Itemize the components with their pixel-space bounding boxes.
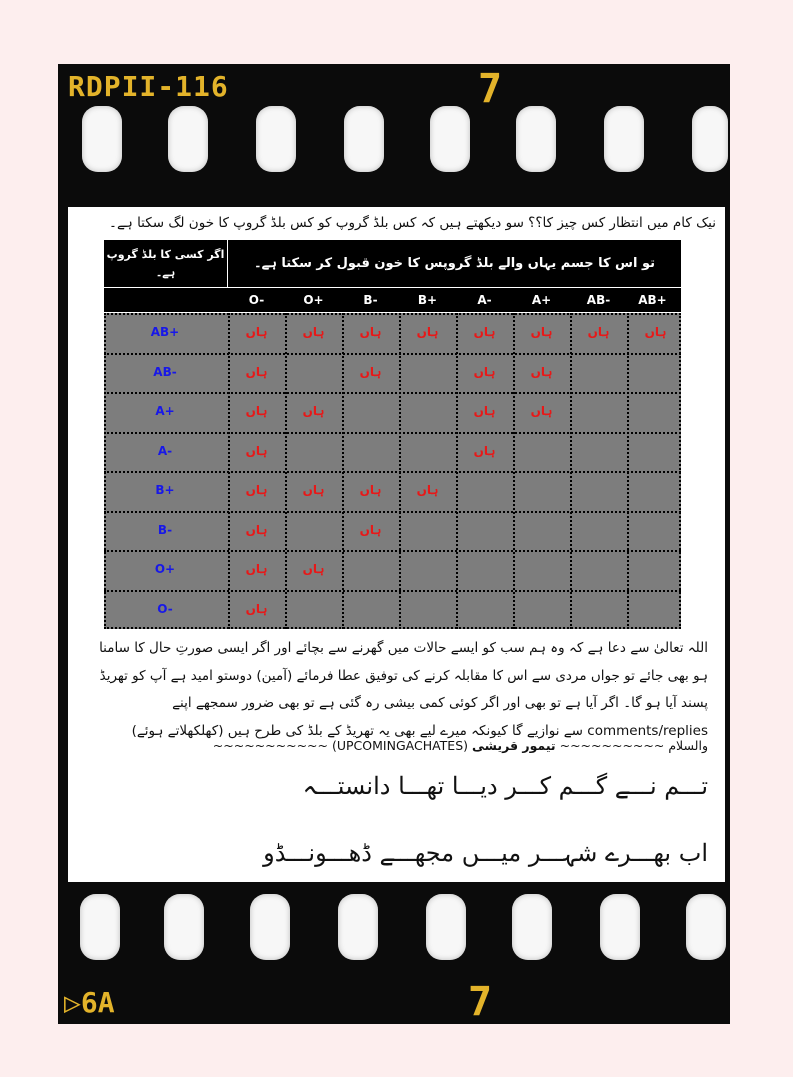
table-header-donors: تو اس کا جسم یہاں والے بلڈ گروپس کا خون قبول کر سکتا ہے۔ — [228, 240, 681, 287]
poem-line-2: اب بھـــرے شہـــر میـــں مجھـــے ڈھـــونـــڈو — [263, 839, 708, 867]
compatibility-cell — [456, 471, 513, 510]
film-frame-number-top: 7 — [478, 66, 503, 112]
compatibility-cell — [399, 511, 456, 550]
sprocket-hole — [604, 106, 644, 172]
signature-line — [72, 738, 708, 753]
compatibility-cell — [513, 550, 570, 589]
compatibility-cell — [627, 590, 684, 629]
compatibility-cell — [570, 590, 627, 629]
paragraph-line: اللہ تعالیٰ سے دعا ہے کہ وہ ہم سب کو ایسے حالات میں گھرنے سے بچائے اور اگر ایسی صورتِ حال کا سامنا — [99, 640, 708, 656]
grid-divider — [104, 550, 681, 552]
compatibility-cell — [627, 432, 684, 471]
compatibility-cell: ہاں — [530, 325, 553, 339]
compatibility-cell: ہاں — [359, 325, 382, 339]
compatibility-cell — [342, 392, 399, 431]
compatibility-cell — [456, 550, 513, 589]
compatibility-cell — [513, 432, 570, 471]
column-header: O- — [248, 293, 265, 307]
paragraph-line: ہو بھی جائے تو جواں مردی سے اس کا مقابلہ کرنے کی توفیق عطا فرمائے (آمین) دوستو امید ہے آپ کو تھریڈ — [99, 667, 708, 684]
row-blood-group: B+ — [155, 483, 175, 497]
closing-paragraph — [72, 635, 708, 745]
compatibility-cell: ہاں — [245, 365, 268, 379]
film-code-top: RDPII-116 — [68, 70, 229, 103]
content-panel — [68, 207, 725, 882]
signature-alias: (UPCOMINGACHATES) — [331, 738, 469, 753]
sprocket-hole — [512, 894, 552, 960]
intro-line: نیک کام میں انتظار کس چیز کا؟؟ سو دیکھتے ہیں کہ کس بلڈ گروپ کو کس بلڈ گروپ کا خون لگ سکتا ہے۔ — [109, 215, 716, 231]
table-body — [104, 313, 681, 629]
compatibility-cell — [285, 353, 342, 392]
compatibility-cell — [456, 511, 513, 550]
compatibility-cell: ہاں — [245, 523, 268, 537]
compatibility-cell: ہاں — [302, 325, 325, 339]
table-header-recipient: اگر کسی کا بلڈ گروپ ہے۔ — [104, 240, 227, 287]
compatibility-cell: ہاں — [473, 325, 496, 339]
row-blood-group: B- — [157, 523, 173, 537]
grid-divider — [104, 392, 681, 394]
compatibility-cell: ہاں — [359, 365, 382, 379]
signature-name: تیمور قریشی — [472, 738, 556, 753]
compatibility-cell: ہاں — [245, 404, 268, 418]
compatibility-cell — [342, 550, 399, 589]
compatibility-cell — [513, 471, 570, 510]
compatibility-cell: ہاں — [473, 365, 496, 379]
compatibility-cell: ہاں — [416, 483, 439, 497]
compatibility-cell — [513, 590, 570, 629]
sprocket-hole — [82, 106, 122, 172]
compatibility-cell — [399, 550, 456, 589]
compatibility-cell: ہاں — [302, 404, 325, 418]
sprocket-hole — [516, 106, 556, 172]
compatibility-cell — [285, 590, 342, 629]
column-header: B- — [363, 293, 378, 307]
film-code-bottom: ▷6A — [64, 986, 115, 1019]
compatibility-cell — [627, 392, 684, 431]
signature-suffix: ~~~~~~~~~~~ — [212, 738, 328, 753]
column-header: A+ — [531, 293, 552, 307]
compatibility-cell: ہاں — [302, 483, 325, 497]
grid-divider — [104, 353, 681, 355]
compatibility-cell — [570, 353, 627, 392]
row-blood-group: A+ — [155, 404, 175, 418]
compatibility-cell: ہاں — [245, 602, 268, 616]
compatibility-cell: ہاں — [644, 325, 667, 339]
compatibility-cell: ہاں — [473, 404, 496, 418]
grid-divider — [104, 590, 681, 592]
compatibility-cell — [342, 590, 399, 629]
compatibility-cell — [399, 392, 456, 431]
compatibility-cell: ہاں — [587, 325, 610, 339]
compatibility-cell — [342, 432, 399, 471]
compatibility-cell: ہاں — [245, 483, 268, 497]
compatibility-cell: ہاں — [530, 404, 553, 418]
sprocket-hole — [344, 106, 384, 172]
compatibility-cell: ہاں — [473, 444, 496, 458]
compatibility-cell: ہاں — [359, 483, 382, 497]
compatibility-cell — [513, 511, 570, 550]
compatibility-cell — [285, 432, 342, 471]
grid-divider — [104, 432, 681, 434]
poem-line-1: تـــم نـــے گـــم کـــر دیـــا تھـــا دانستـــہ — [302, 772, 708, 800]
column-header: O+ — [303, 293, 324, 307]
compatibility-cell: ہاں — [416, 325, 439, 339]
compatibility-cell: ہاں — [302, 562, 325, 576]
compatibility-cell — [627, 353, 684, 392]
compatibility-cell: ہاں — [245, 562, 268, 576]
compatibility-cell: ہاں — [359, 523, 382, 537]
compatibility-cell: ہاں — [245, 444, 268, 458]
compatibility-cell: ہاں — [245, 325, 268, 339]
column-header: AB- — [586, 293, 611, 307]
sprocket-hole — [250, 894, 290, 960]
row-blood-group: AB- — [153, 365, 177, 379]
compatibility-cell: ہاں — [530, 365, 553, 379]
compatibility-cell — [399, 353, 456, 392]
compatibility-cell — [627, 550, 684, 589]
paragraph-line: پسند آیا ہو گا۔ اگر آیا ہے تو بھی اور اگر کوئی کمی بیشی رہ گئی ہے تو بھی ضرور سمجھے اپنے — [172, 695, 708, 711]
grid-divider — [104, 627, 681, 629]
grid-divider — [104, 511, 681, 513]
row-blood-group: AB+ — [150, 325, 180, 339]
film-frame-number-bottom: 7 — [468, 979, 493, 1025]
row-blood-group: O+ — [154, 562, 176, 576]
sprocket-hole — [686, 894, 726, 960]
sprocket-hole — [164, 894, 204, 960]
compatibility-cell — [285, 511, 342, 550]
sprocket-hole — [168, 106, 208, 172]
sprocket-hole — [692, 106, 728, 172]
compatibility-cell — [570, 392, 627, 431]
sprocket-hole — [80, 894, 120, 960]
compatibility-cell — [627, 511, 684, 550]
row-blood-group: O- — [157, 602, 173, 616]
sprocket-hole — [426, 894, 466, 960]
column-header: A- — [477, 293, 492, 307]
paragraph-line: comments/replies سے نوازیے گا کیونکہ میرے لیے بھی یہ تھریڈ کے بلڈ کی طرح ہیں (کھلکھلاتے ہوئے) — [131, 722, 708, 739]
row-blood-group: A- — [157, 444, 173, 458]
compatibility-cell — [399, 432, 456, 471]
column-header: AB+ — [638, 293, 667, 307]
compatibility-cell — [627, 471, 684, 510]
column-header-row — [104, 288, 681, 312]
column-header: B+ — [417, 293, 438, 307]
grid-divider — [104, 313, 681, 315]
sprocket-hole — [600, 894, 640, 960]
signature-prefix: والسلام ~~~~~~~~~~ — [559, 738, 708, 753]
compatibility-cell — [456, 590, 513, 629]
compatibility-cell — [570, 471, 627, 510]
sprocket-hole — [430, 106, 470, 172]
compatibility-cell — [570, 432, 627, 471]
compatibility-cell — [570, 550, 627, 589]
grid-divider — [104, 471, 681, 473]
sprocket-hole — [256, 106, 296, 172]
sprocket-hole — [338, 894, 378, 960]
compatibility-cell — [570, 511, 627, 550]
compatibility-cell — [399, 590, 456, 629]
